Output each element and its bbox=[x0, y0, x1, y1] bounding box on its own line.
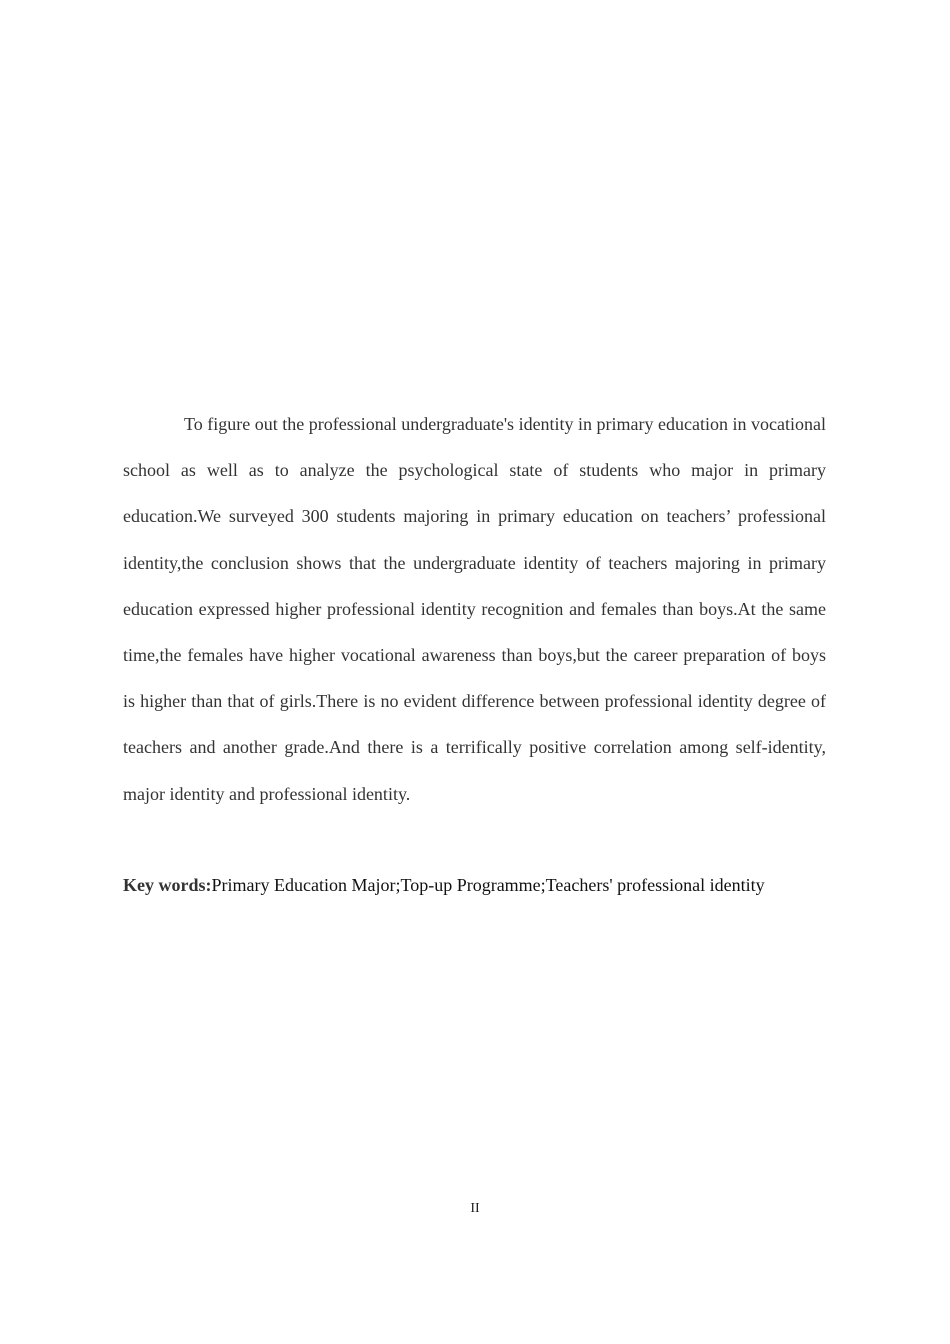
keywords-line bbox=[123, 862, 843, 908]
keywords-label: Key words: bbox=[123, 875, 212, 895]
keywords-value: Primary Education Major;Top-up Programme;Teachers' professional identity bbox=[211, 875, 765, 895]
page-number: II bbox=[470, 1201, 480, 1216]
abstract-paragraph: To figure out the professional undergraduate's identity in primary education in vocational school as well as to analyze the psychological state of students who major in primary education.We surveyed 300 students majoring in primary education on teachers’ professional identity,the conclusion shows that the undergraduate identity of teachers majoring in primary education expressed higher professional identity recognition and females than boys.At the same time,the females have higher vocational awareness than boys,but the career preparation of boys is higher than that of girls.There is no evident difference between professional identity degree of teachers and another grade.And there is a terrifically positive correlation among self-identity, major identity and professional identity. bbox=[123, 414, 826, 804]
